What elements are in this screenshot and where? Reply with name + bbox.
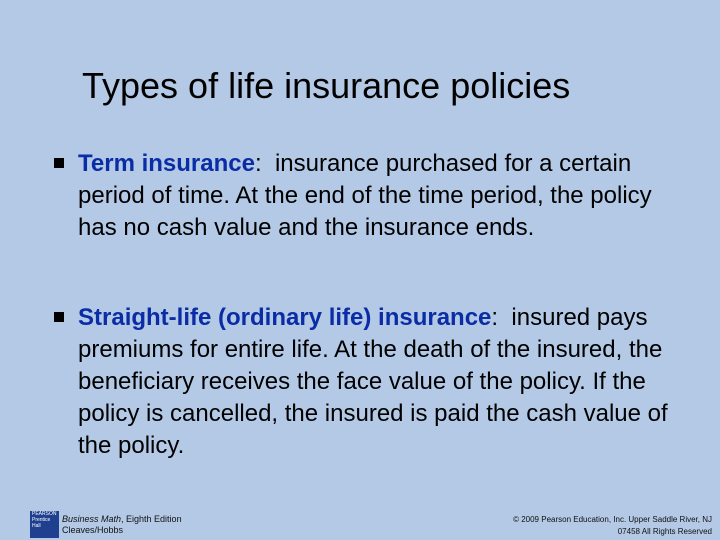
rights-line: 07458 All Rights Reserved — [617, 527, 712, 536]
bullet-body: insured pays premiums for entire life. At the death of the insured, the beneficiary receives the face value of the policy. If the policy is cancelled, the insured is paid the cash value of the policy. — [78, 304, 668, 459]
bullet-separator: : — [491, 304, 512, 331]
footer-book-info — [62, 514, 182, 536]
book-edition: , Eighth Edition — [121, 514, 182, 524]
bullet-text — [78, 302, 678, 462]
pearson-logo-icon: PEARSON Prentice Hall — [30, 511, 59, 538]
bullet-term: Straight-life (ordinary life) insurance — [78, 304, 492, 331]
bullet-body: insurance purchased for a certain period of time. At the end of the time period, the policy has no cash value and the insurance ends. — [78, 150, 652, 241]
square-bullet-icon — [54, 312, 64, 322]
bullet-term: Term insurance — [78, 150, 255, 177]
bullet-separator: : — [254, 150, 275, 177]
book-authors: Cleaves/Hobbs — [62, 525, 124, 535]
footer-copyright — [513, 514, 712, 538]
square-bullet-icon — [54, 158, 64, 168]
copyright-line: © 2009 Pearson Education, Inc. Upper Saddle River, NJ — [513, 515, 712, 524]
slide-title: Types of life insurance policies — [82, 65, 571, 106]
bullet-text — [78, 148, 678, 244]
book-title: Business Math — [62, 514, 122, 524]
